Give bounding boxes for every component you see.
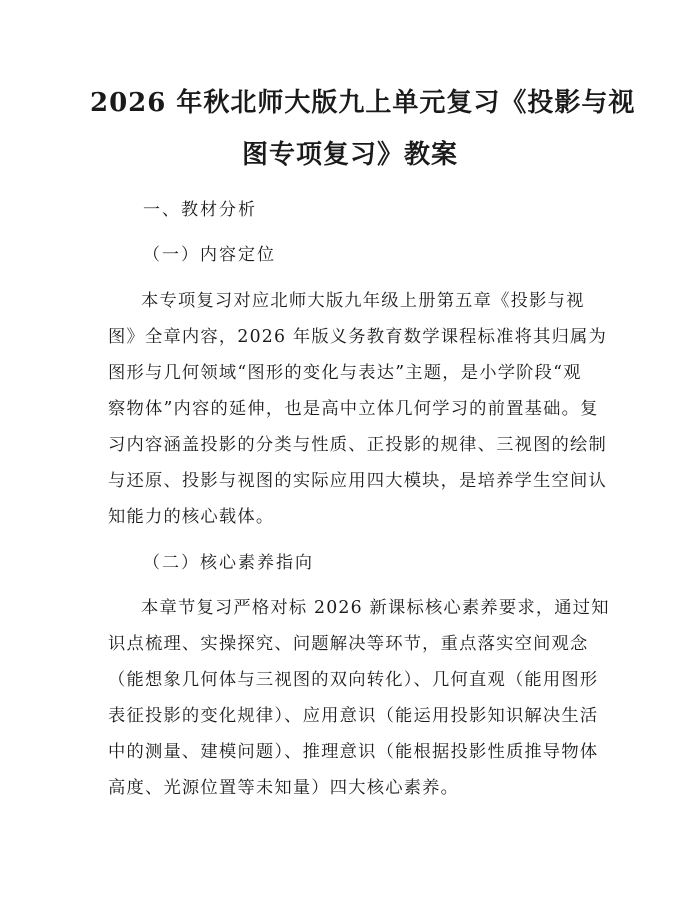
- subsection-heading-core-literacy: （二）核心素养指向: [143, 553, 314, 573]
- paragraph-line: 高度、光源位置等未知量）四大核心素养。: [108, 778, 460, 798]
- document-title-line-1: 2026 年秋北师大版九上单元复习《投影与视: [90, 88, 636, 118]
- paragraph-line: 察物体”内容的延伸，也是高中立体几何学习的前置基础。复: [108, 399, 599, 419]
- paragraph-core-literacy: [108, 590, 608, 806]
- document-title-line-2: 图专项复习》教案: [241, 140, 458, 170]
- paragraph-line: （能想象几何体与三视图的双向转化）、几何直观（能用图形: [108, 670, 599, 690]
- paragraph-line: 图》全章内容，2026 年版义务教育数学课程标准将其归属为: [108, 327, 608, 347]
- paragraph-line: 中的测量、建模问题）、推理意识（能根据投影性质推导物体: [108, 742, 599, 762]
- paragraph-line: 习内容涵盖投影的分类与性质、正投影的规律、三视图的绘制: [108, 435, 607, 455]
- section-heading-textbook-analysis: 一、教材分析: [143, 200, 257, 220]
- paragraph-line: 识点梳理、实操探究、问题解决等环节，重点落实空间观念: [108, 634, 589, 654]
- paragraph-line: 知能力的核心载体。: [108, 507, 275, 527]
- paragraph-line: 与还原、投影与视图的实际应用四大模块，是培养学生空间认: [108, 471, 607, 491]
- subsection-heading-content-positioning: （一）内容定位: [143, 245, 276, 265]
- paragraph-content-positioning: [108, 283, 608, 535]
- paragraph-line: 本章节复习严格对标 2026 新课标核心素养要求，通过知: [141, 598, 610, 618]
- paragraph-line: 图形与几何领域“图形的变化与表达”主题，是小学阶段“观: [108, 363, 582, 383]
- paragraph-line: 本专项复习对应北师大版九年级上册第五章《投影与视: [141, 291, 585, 311]
- paragraph-line: 表征投影的变化规律）、应用意识（能运用投影知识解决生活: [108, 706, 599, 726]
